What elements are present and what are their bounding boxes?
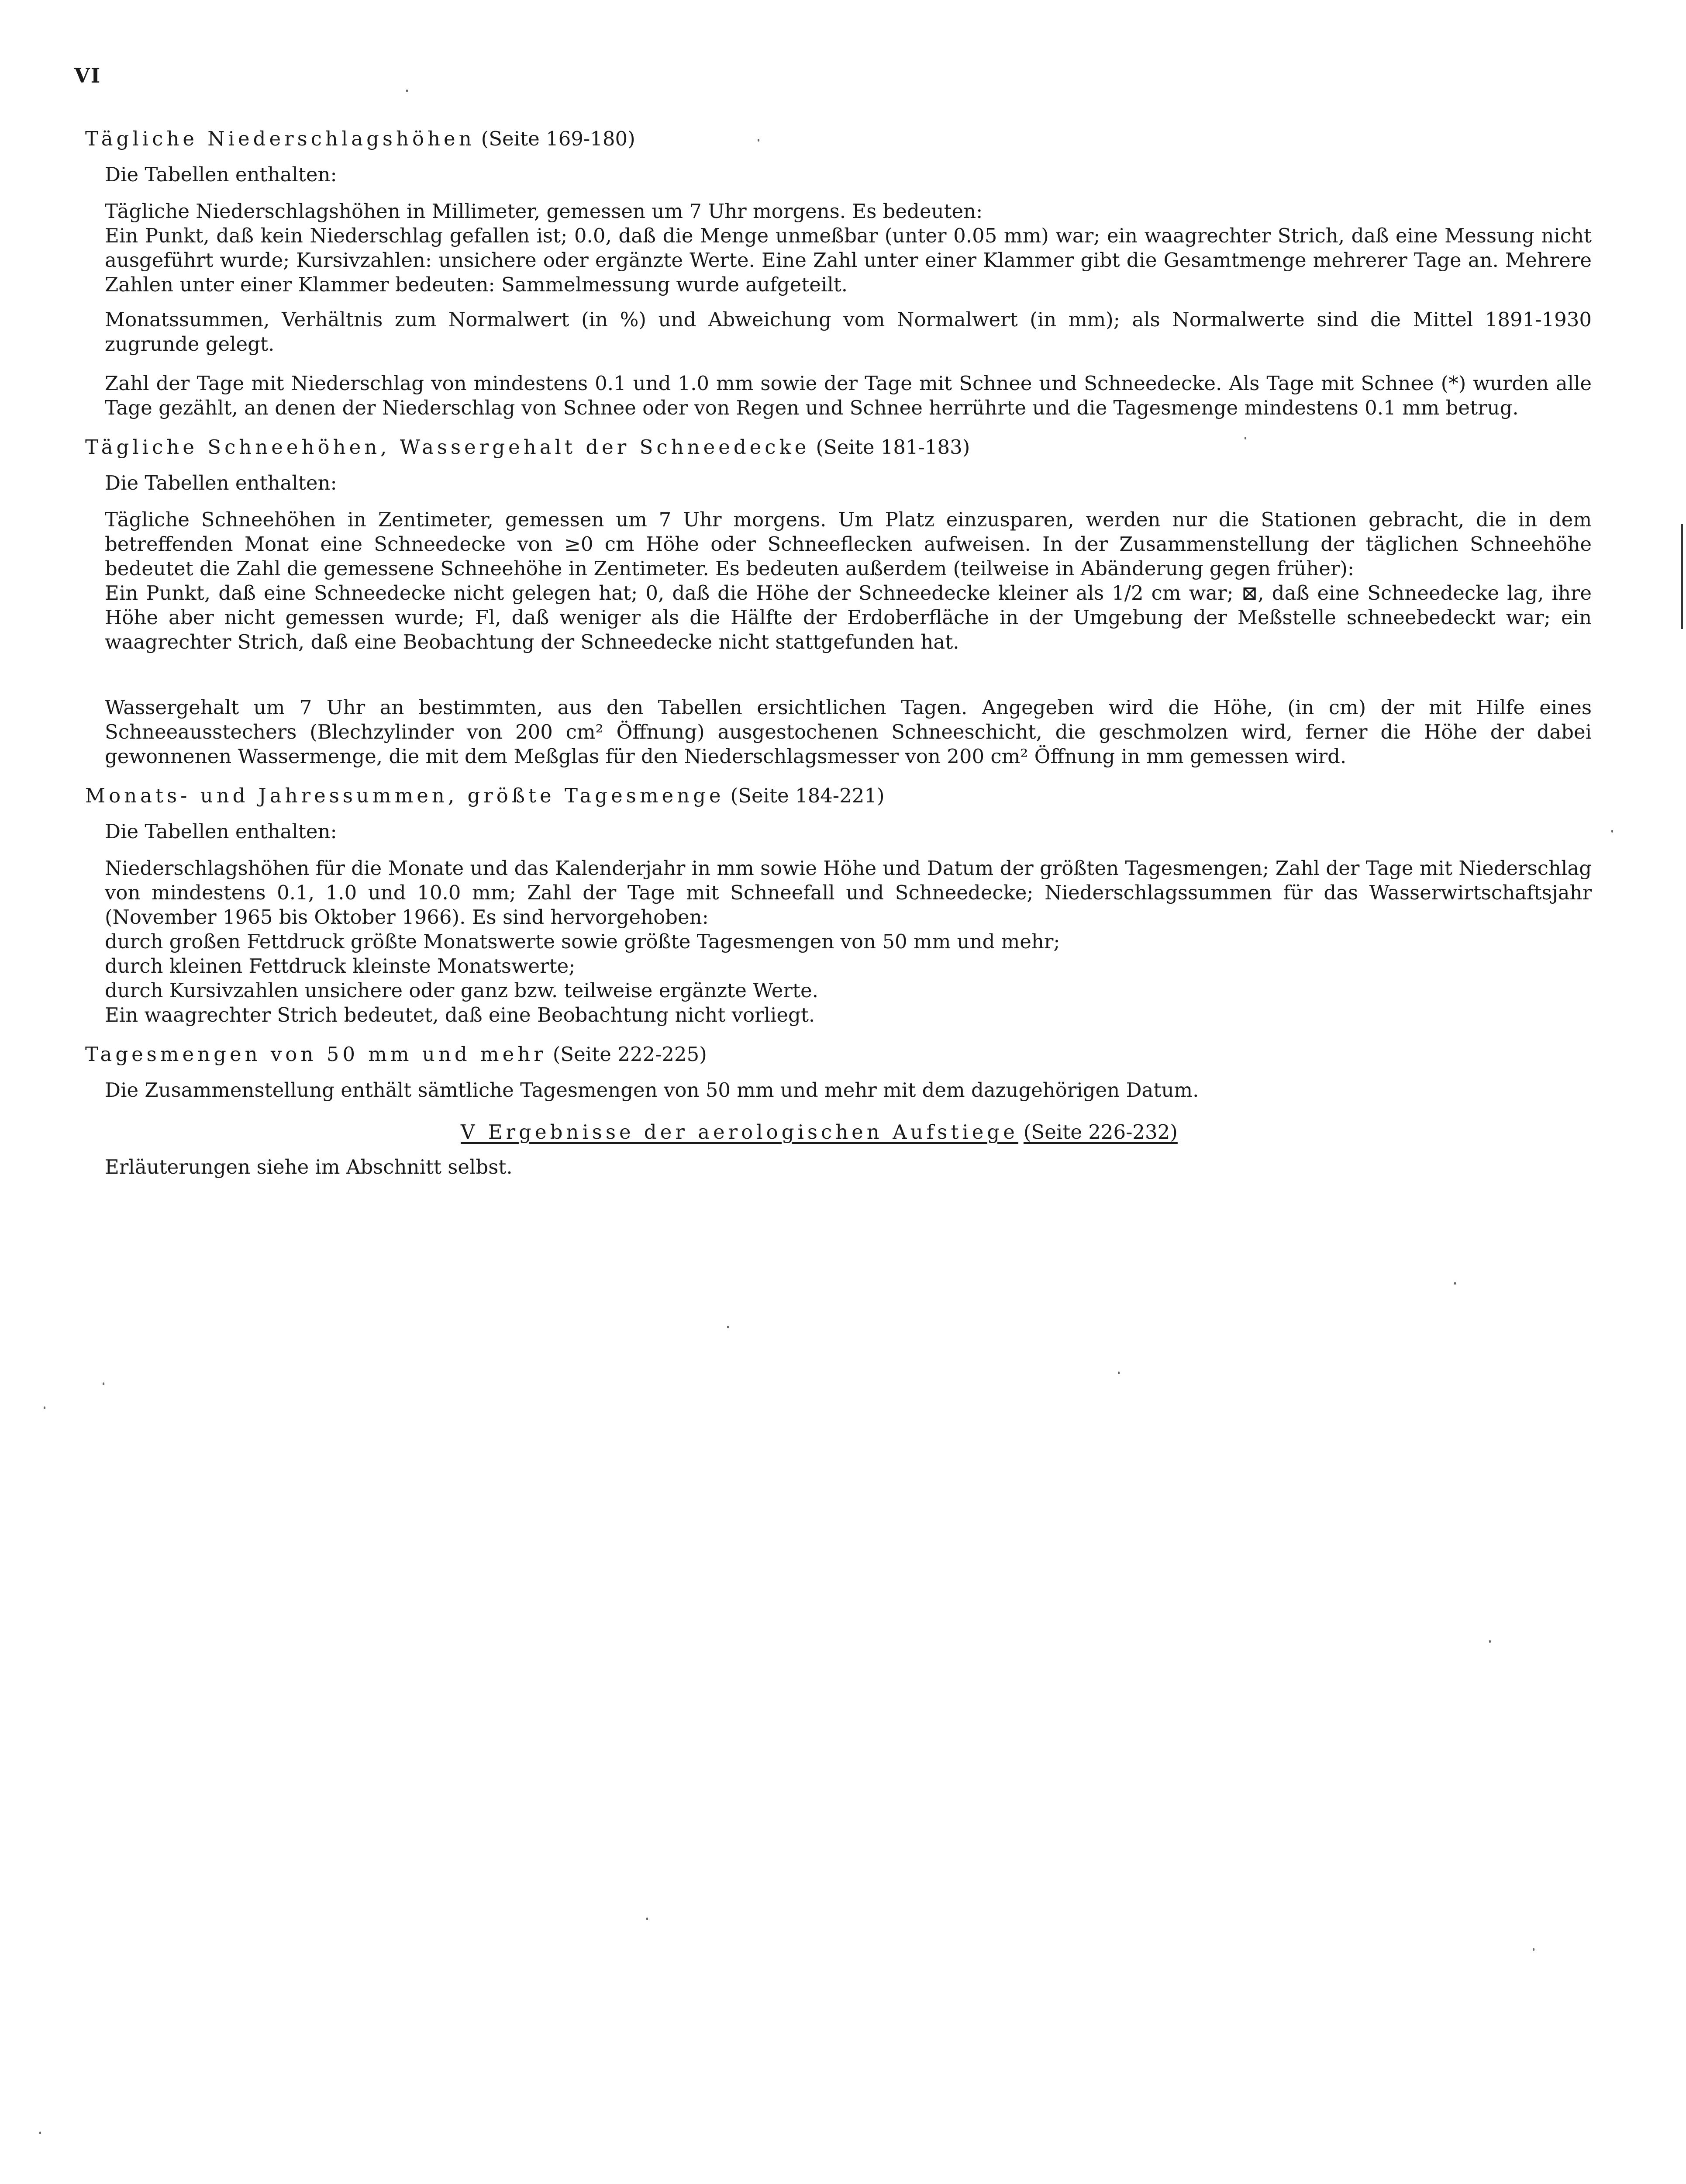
- part-v-heading: [461, 1120, 1592, 1144]
- paragraph: Wassergehalt um 7 Uhr an bestimmten, aus den Tabellen ersichtlichen Tagen. Angegeben wird die Höhe, (in cm) der mit Hilfe eines Schneeausstechers (Blechzylinder von 200 cm² Öffnung) ausgestochenen Schneeschicht, die geschmolzen wird, ferner die Höhe der dabei gewonnenen Wassermenge, die mit dem Meßglas für den Niederschlagsmesser von 200 cm² Öffnung in mm gemessen wird.: [105, 696, 1592, 768]
- section-pages: (Seite 181-183): [816, 435, 970, 459]
- paragraph: [105, 508, 1592, 654]
- scan-speck: [1118, 1372, 1120, 1374]
- list-item: durch kleinen Fettdruck kleinste Monatswerte;: [105, 954, 576, 978]
- paragraph: Die Zusammenstellung enthält sämtliche Tagesmengen von 50 mm und mehr mit dem dazugehörigen Datum.: [105, 1078, 1199, 1102]
- paragraph: Zahl der Tage mit Niederschlag von mindestens 0.1 und 1.0 mm sowie der Tage mit Schnee und Schneedecke. Als Tage mit Schnee (*) wurden alle Tage gezählt, an denen der Niederschlag von Schnee oder von Regen und Schnee herrührte und die Tagesmenge mindestens 0.1 mm betrug.: [105, 372, 1592, 419]
- section-pages: (Seite 222-225): [552, 1043, 707, 1066]
- part-v-pages: (Seite 226-232): [1023, 1120, 1178, 1144]
- list-item: Ein waagrechter Strich bedeutet, daß eine Beobachtung nicht vorliegt.: [105, 1003, 815, 1026]
- section-intro: Die Tabellen enthalten:: [105, 820, 337, 843]
- section-title: Tägliche Schneehöhen, Wassergehalt der Schneedecke: [85, 435, 810, 459]
- scan-speck: [758, 139, 759, 142]
- scan-speck: [1611, 830, 1613, 833]
- section-daily-snow-depth: [85, 435, 1592, 769]
- part-v-title: V Ergebnisse der aerologischen Aufstiege: [461, 1120, 1018, 1144]
- scan-speck: [406, 90, 408, 92]
- section-heading: [85, 784, 1592, 808]
- paragraph: Monatssummen, Verhältnis zum Normalwert (in %) und Abweichung vom Normalwert (in mm); als Normalwerte sind die Mittel 1891-1930 zugrunde gelegt.: [105, 308, 1592, 356]
- section-daily-amounts-50mm: [85, 1042, 1592, 1102]
- spacer: [85, 669, 1592, 695]
- list-item: durch Kursivzahlen unsichere oder ganz bzw. teilweise ergänzte Werte.: [105, 979, 818, 1002]
- scan-speck: [646, 1918, 648, 1920]
- section-title: Tägliche Niederschlagshöhen: [85, 127, 475, 150]
- list-item: durch großen Fettdruck größte Monatswerte sowie größte Tagesmengen von 50 mm und mehr;: [105, 930, 1060, 953]
- section-heading: [85, 435, 1592, 460]
- scan-speck: [39, 2132, 41, 2134]
- scan-speck: [1245, 437, 1246, 439]
- section-daily-precipitation: [85, 127, 1592, 420]
- scan-speck: [103, 1382, 104, 1385]
- paragraph-text: Ein Punkt, daß kein Niederschlag gefallen ist; 0.0, daß die Menge unmeßbar (unter 0.05 mm) war; ein waagrechter Strich, daß eine Messung nicht ausgeführt wurde; Kursivzahlen: unsichere oder ergänzte Werte. Eine Zahl unter einer Klammer gibt die Gesamtmenge mehrerer Tage an. Mehrere Zahlen unter einer Klammer bedeuten: Sammelmessung wurde aufgeteilt.: [105, 224, 1592, 296]
- paragraph-text: Tägliche Niederschlagshöhen in Millimeter, gemessen um 7 Uhr morgens. Es bedeuten:: [105, 200, 983, 223]
- scan-speck: [1533, 1948, 1534, 1951]
- section-title: Tagesmengen von 50 mm und mehr: [85, 1043, 547, 1066]
- paragraph-text: Tägliche Schneehöhen in Zentimeter, gemessen um 7 Uhr morgens. Um Platz einzusparen, werden nur die Stationen gebracht, die in dem betreffenden Monat eine Schneedecke von ≥0 cm Höhe oder Schneeflecken aufweisen. In der Zusammenstellung der täglichen Schneehöhe bedeutet die Zahl die gemessene Schneehöhe in Zentimeter. Es bedeuten außerdem (teilweise in Abänderung gegen früher):: [105, 508, 1592, 580]
- paragraph-text: Ein Punkt, daß eine Schneedecke nicht gelegen hat; 0, daß die Höhe der Schneedecke kleiner als 1/2 cm war; ⊠, daß eine Schneedecke lag, ihre Höhe aber nicht gemessen wurde; Fl, daß weniger als die Hälfte der Erdoberfläche in der Umgebung der Meßstelle schneebedeckt war; ein waagrechter Strich, daß eine Beobachtung der Schneedecke nicht stattgefunden hat.: [105, 581, 1592, 653]
- part-v-text: Erläuterungen siehe im Abschnitt selbst.: [105, 1155, 513, 1178]
- paragraph: [105, 199, 1592, 297]
- section-title: Monats- und Jahressummen, größte Tagesmenge: [85, 784, 724, 807]
- section-heading: [85, 127, 1592, 151]
- section-pages: (Seite 169-180): [481, 127, 635, 150]
- scan-speck: [1489, 1640, 1491, 1643]
- paragraph: [105, 856, 1592, 1027]
- scan-speck: [727, 1326, 729, 1328]
- scan-speck: [1454, 1282, 1456, 1285]
- page-number: VI: [74, 64, 101, 87]
- page-content: [85, 127, 1592, 1179]
- paragraph-text: Niederschlagshöhen für die Monate und das Kalenderjahr in mm sowie Höhe und Datum der größten Tagesmengen; Zahl der Tage mit Niederschlag von mindestens 0.1, 1.0 und 10.0 mm; Zahl der Tage mit Schneefall und Schneedecke; Niederschlagssummen für das Wasserwirtschaftsjahr (November 1965 bis Oktober 1966). Es sind hervorgehoben:: [105, 857, 1592, 929]
- section-intro: Die Tabellen enthalten:: [105, 471, 337, 494]
- scan-speck: [44, 1406, 45, 1409]
- scan-edge-mark: [1681, 524, 1683, 629]
- section-intro: Die Tabellen enthalten:: [105, 163, 337, 186]
- section-pages: (Seite 184-221): [730, 784, 885, 807]
- section-heading: [85, 1042, 1592, 1067]
- section-monthly-annual-sums: [85, 784, 1592, 1027]
